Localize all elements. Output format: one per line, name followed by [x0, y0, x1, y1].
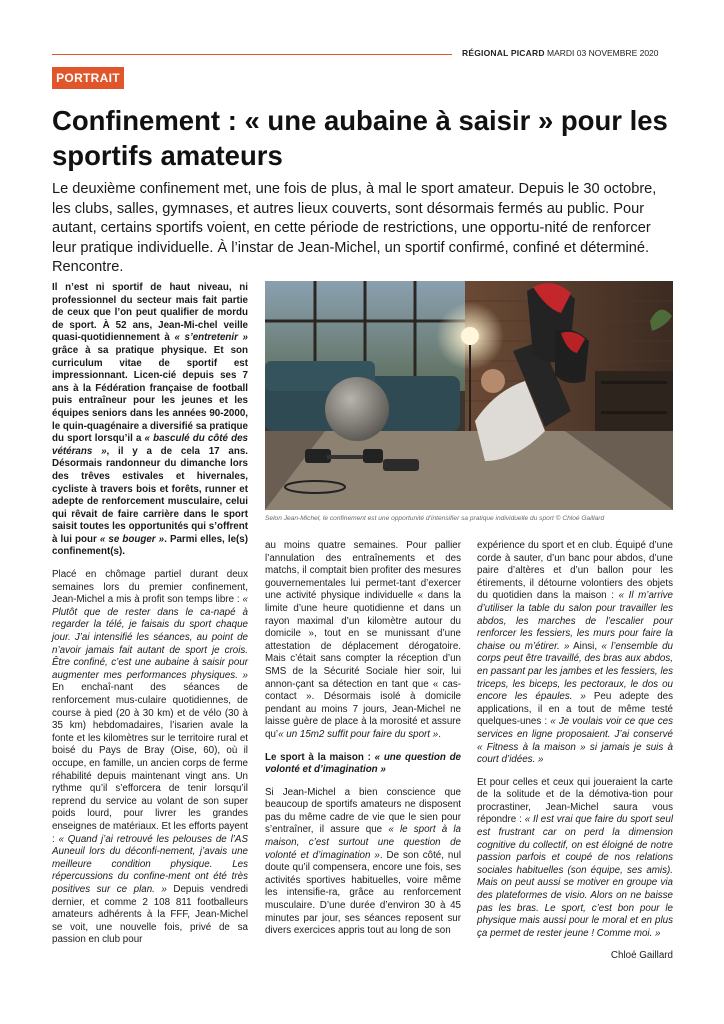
issue-date: MARDI 03 NOVEMBRE 2020: [547, 48, 659, 58]
quote-run: « une question de volonté et d’imagination »: [265, 751, 461, 776]
article-column-3: [477, 540, 673, 973]
quote-run: « se bouger »: [99, 533, 165, 545]
photo-caption: Selon Jean-Michel, le confinement est une opportunité d’intensifier sa pratique individuelle du sport © Chloé Gaillard: [265, 515, 605, 522]
text-run: Le sport à la maison :: [265, 751, 375, 763]
quote-run: « le sport à la maison, c’est surtout une question de volonté et d’imagination »: [265, 824, 461, 861]
quote-run: « basculé du côté des vétérans »: [52, 433, 248, 457]
header-rule: [52, 54, 452, 55]
article-column-1: [52, 282, 248, 957]
body-paragraph: [477, 540, 673, 767]
quote-run: « l’ensemble du corps peut être travaillé, des bras aux abdos, en passant par les jambes et les fessiers, les triceps, les biceps, les pectoraux, le dos ou encore les épaules. »: [477, 640, 673, 703]
text-run: grâce à sa pratique physique. Et son curriculum vitae de sportif est impressionnant. Licen-cié depuis ses 7 ans à la Fédération française de football puis entraîneur pour les jeunes et les équipes seniors dans les années 90-2000, le quin-quagénaire a diversifié sa pratique du sport lorsqu’il a: [52, 344, 248, 445]
article-photo: [265, 281, 673, 510]
text-run: En enchaî-nant des séances de renforcement mus-culaire quotidiennes, de course à pied (20 à 30 km) et de vélo (30 à 35 km) hebdomadaires, l’isarien avale la fonte et les kilomètres sur le territoire rural et boisé du Pays de Bray (Oise, 60), où il occupe, en famille, un ancien corps de ferme réhabilité depuis maintenant vingt ans. Un rythme qu’il s’efforcera de tenir lorsqu’il reprend du service au volant de son super poids lourd, pour livrer les grandes enseignes de matériaux. Et les efforts payent :: [52, 682, 248, 845]
text-run: Peu adepte des applications, il en a tout de même testé quelques-unes :: [477, 691, 673, 728]
quote-run: « Il est vrai que faire du sport seul est frustrant car on perd la dimension cognitive du collectif, on est éloigné de notre passion parfois et coupé de nos relations sociales habituelles (son équipe, ses amis). Mais on peut aussi se motiver en groupe via des plateformes de visio. Alors on ne baisse pas les bras. Le sport, c’est bon pour le physique mais aussi pour le moral et en plus ça permet de rester jeune ! Comme moi. »: [477, 814, 673, 939]
text-run: expérience du sport et en club. Équipé d’une corde à sauter, d’un banc pour abdos, d’une paire d’altères et d’un ballon pour les étirements, il détourne volontiers des objets du quotidien dans la maison :: [477, 540, 673, 602]
text-run: Il n’est ni sportif de haut niveau, ni professionnel du secteur mais fait partie de ceux que l’on peut qualifier de mordu de sport. À 52 ans, Jean-Mi-chel veille quasi-quotidiennement à: [52, 282, 248, 344]
text-run: . Parmi elles, le(s) confinement(s).: [52, 533, 248, 558]
newspaper-name: RÉGIONAL PICARD: [462, 48, 545, 58]
intro-paragraph: [52, 282, 248, 559]
body-paragraph: [52, 569, 248, 947]
quote-run: « Il m’arrive d’utiliser la table du salon pour travailler les abdos, les marches de l’escalier pour renforcer les fessiers, les murs pour faire la chaise ou m’étirer. »: [477, 590, 673, 652]
text-run: . De son côté, nul doute qu’il compensera, encore une fois, ses activités sportives habituelles, voire même les intensifie-ra, grâce au renforcement musculaire. D’une durée d’environ 30 à 45 minutes par jour, ses séances reposent sur divers exercices appris tout au long de son: [265, 849, 461, 937]
quote-run: « Plutôt que de rester dans le ca-napé à regarder la télé, je faisais du sport chaque jour. J’ai intensifié les séances, au point de n’avoir jamais fait autant de sport je crois. Être confiné, c’est une aubaine à saisir pour augmenter mes performances physiques. »: [52, 594, 248, 681]
quote-run: « Quand j’ai retrouvé les pelouses de l’AS Auneuil lors du déconfi-nement, j’avais une meilleure condition physique. Les répercussions du confine-ment ont été très positives sur ce plan. »: [52, 833, 248, 895]
author-signature: Chloé Gaillard: [610, 950, 673, 962]
text-run: Ainsi,: [569, 640, 602, 652]
body-paragraph: [265, 787, 461, 938]
quote-run: « un 15m2 suffit pour faire du sport »: [278, 728, 439, 740]
text-run: Depuis vendredi dernier, et comme 2 108 811 footballeurs amateurs adhérents à la FFF, Jean-Michel se voit, une nouvelle fois, privé de sa passion en club pour: [52, 883, 248, 946]
body-paragraph: [265, 540, 461, 742]
quote-run: « s’entretenir »: [174, 332, 248, 344]
section-tag: PORTRAIT: [52, 67, 124, 89]
text-run: Placé en chômage partiel durant deux semaines lors du premier confinement, Jean-Michel a mis à profit son temps libre :: [52, 569, 248, 606]
article-lede: Le deuxième confinement met, une fois de plus, à mal le sport amateur. Depuis le 30 octobre, les clubs, salles, gymnases, et autres lieux couverts, sont désormais fermés au public. Pour autant, certains sportifs voient, en cette période de restrictions, une opportu-nité de renforcer leur pratique individuelle. À l’instar de Jean-Michel, un sportif confirmé, confiné et déterminé. Rencontre.: [52, 181, 657, 276]
section-subheading: [265, 752, 461, 777]
page-header: [462, 48, 659, 58]
quote-run: « Je voulais voir ce que ces services en ligne proposaient. J’ai conservé « Fitness à la maison » si jamais je suis à court d’idées. »: [477, 716, 673, 766]
text-run: Si Jean-Michel a bien conscience que beaucoup de sportifs amateurs ne disposent pas du même cadre de vie que le sien pour s’entraîner, il assure que: [265, 786, 461, 836]
body-paragraph: [477, 777, 673, 941]
text-run: , il y a de cela 17 ans. Désormais randonneur du dimanche lors des trêves estivales et hivernales, cycliste à travers bois et forêts, runner et adepte de renforcement musculaire, celui qui rêvait de faire carrière dans le sport saisit toutes les opportunités qui s’offrent à lui pour: [52, 445, 248, 545]
text-run: au moins quatre semaines. Pour pallier l’annulation des entraînements et des matchs, il comptait bien profiter des mesures gouvernementales lui permet-tant d’exercer une activité physique individuelle « dans la limite d’une heure quotidienne et dans un rayon maximal d’un kilomètre autour du domicile », tout en se munissant d’une attestation de déplacement dérogatoire. Mais c’était sans compter la réception d’un SMS de la Sécurité Sociale hier soir, lui annon-çant sa détection en tant que « cas-contact ». Désormais isolé à domicile pendant au moins 7 jours, Jean-Michel ne laisse guère de place à la morosité et assure qu’: [265, 540, 461, 740]
article-column-2: [265, 540, 461, 948]
text-run: .: [438, 728, 441, 740]
text-run: Et pour celles et ceux qui joueraient la carte de la solitude et de la démotiva-tion pour procrastiner, Jean-Michel saura vous répondre :: [477, 776, 673, 826]
article-title: Confinement : « une aubaine à saisir » pour les sportifs amateurs: [52, 105, 668, 171]
